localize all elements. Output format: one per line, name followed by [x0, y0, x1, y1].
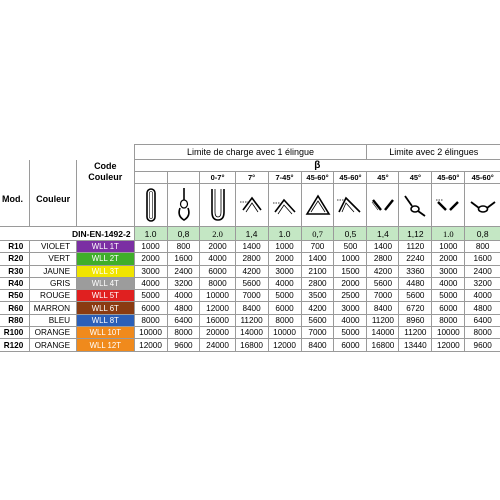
load-value-cell: 5000 [432, 290, 465, 302]
model-cell: R20 [0, 253, 30, 265]
single-sling-title: Limite de charge avec 1 élingue [134, 145, 367, 160]
icon-cell [134, 184, 167, 227]
load-value-cell: 2400 [167, 265, 200, 277]
header-row-angles [0, 172, 500, 184]
angle-label [167, 172, 200, 184]
load-value-cell: 12000 [432, 339, 465, 351]
load-value-cell: 24000 [200, 339, 235, 351]
factor-cell: 0,8 [167, 227, 200, 241]
table-row [0, 327, 500, 339]
angle-label: 7° [235, 172, 268, 184]
color-name-cell: VERT [30, 253, 77, 265]
load-value-cell: 3000 [268, 265, 301, 277]
code-header-2: Couleur [77, 172, 134, 227]
load-value-cell: 1600 [465, 253, 500, 265]
load-value-cell: 6720 [399, 302, 432, 314]
angle-label: 45-60° [334, 172, 367, 184]
load-value-cell: 2000 [432, 253, 465, 265]
table-row [0, 339, 500, 351]
basket-7-sling-icon [239, 190, 265, 220]
angle-label: 45° [399, 172, 432, 184]
load-value-cell: 1000 [432, 241, 465, 253]
din-label: DIN-EN-1492-2 [0, 227, 134, 241]
color-code-swatch: WLL 1T [77, 241, 134, 253]
load-value-cell: 8400 [367, 302, 399, 314]
load-value-cell: 2000 [134, 253, 167, 265]
color-code-swatch: WLL 6T [77, 302, 134, 314]
two-leg-choker-45-sling-icon [402, 190, 428, 220]
factor-cell: 0,5 [334, 227, 367, 241]
model-cell: R100 [0, 327, 30, 339]
load-value-cell: 4000 [432, 277, 465, 289]
load-table [0, 144, 500, 352]
load-value-cell: 12000 [268, 339, 301, 351]
load-value-cell: 13440 [399, 339, 432, 351]
factor-cell: 1,4 [235, 227, 268, 241]
load-value-cell: 4000 [167, 290, 200, 302]
load-value-cell: 1000 [134, 241, 167, 253]
color-code-swatch: WLL 12T [77, 339, 134, 351]
factor-cell: 1,12 [399, 227, 432, 241]
icon-cell [167, 184, 200, 227]
load-value-cell: 2800 [235, 253, 268, 265]
load-value-cell: 9600 [465, 339, 500, 351]
load-value-cell: 10000 [200, 290, 235, 302]
load-value-cell: 2100 [301, 265, 334, 277]
model-cell: R40 [0, 277, 30, 289]
icon-cell [301, 184, 334, 227]
color-name-cell: ORANGE [30, 327, 77, 339]
load-value-cell: 14000 [235, 327, 268, 339]
icon-cell [268, 184, 301, 227]
load-value-cell: 1600 [167, 253, 200, 265]
load-value-cell: 5600 [235, 277, 268, 289]
table-row [0, 314, 500, 326]
data-body [0, 241, 500, 352]
couleur-header: Couleur [30, 172, 77, 227]
load-value-cell: 3500 [301, 290, 334, 302]
two-leg-choker-45-60-sling-icon [469, 190, 497, 220]
load-value-cell: 8400 [235, 302, 268, 314]
load-value-cell: 8000 [200, 277, 235, 289]
load-value-cell: 2500 [334, 290, 367, 302]
load-value-cell: 8000 [268, 314, 301, 326]
table-row [0, 253, 500, 265]
load-value-cell: 6000 [268, 302, 301, 314]
load-value-cell: 11200 [399, 327, 432, 339]
basket-45-60-sling-icon [304, 190, 332, 220]
double-sling-title: Limite avec 2 élingues [367, 145, 500, 160]
load-value-cell: 4000 [268, 277, 301, 289]
table-row [0, 265, 500, 277]
load-value-cell: 3360 [399, 265, 432, 277]
factor-cell: 0,7 [301, 227, 334, 241]
load-value-cell: 11200 [367, 314, 399, 326]
load-value-cell: 12000 [200, 302, 235, 314]
choker-45-60-sling-icon [336, 190, 364, 220]
load-value-cell: 1400 [235, 241, 268, 253]
load-value-cell: 5600 [399, 290, 432, 302]
color-name-cell: ROUGE [30, 290, 77, 302]
factor-cell: 0,8 [465, 227, 500, 241]
load-value-cell: 20000 [200, 327, 235, 339]
color-code-swatch: WLL 10T [77, 327, 134, 339]
load-value-cell: 6000 [134, 302, 167, 314]
load-value-cell: 1000 [268, 241, 301, 253]
load-value-cell: 8000 [465, 327, 500, 339]
load-value-cell: 5600 [301, 314, 334, 326]
table-row [0, 290, 500, 302]
color-name-cell: ORANGE [30, 339, 77, 351]
load-value-cell: 2800 [301, 277, 334, 289]
load-value-cell: 4800 [167, 302, 200, 314]
load-value-cell: 16800 [367, 339, 399, 351]
load-value-cell: 4200 [235, 265, 268, 277]
factor-cell: 1.0 [134, 227, 167, 241]
load-value-cell: 5000 [334, 327, 367, 339]
load-value-cell: 700 [301, 241, 334, 253]
load-value-cell: 11200 [235, 314, 268, 326]
load-value-cell: 5000 [268, 290, 301, 302]
load-value-cell: 3200 [465, 277, 500, 289]
load-value-cell: 8960 [399, 314, 432, 326]
load-value-cell: 4000 [200, 253, 235, 265]
load-value-cell: 12000 [134, 339, 167, 351]
angle-label [134, 172, 167, 184]
load-value-cell: 16800 [235, 339, 268, 351]
color-code-swatch: WLL 3T [77, 265, 134, 277]
load-value-cell: 4000 [334, 314, 367, 326]
table-row [0, 302, 500, 314]
color-name-cell: BLEU [30, 314, 77, 326]
color-code-swatch: WLL 5T [77, 290, 134, 302]
basket-7-45-sling-icon [272, 190, 298, 220]
load-value-cell: 5000 [134, 290, 167, 302]
load-value-cell: 800 [465, 241, 500, 253]
load-chart-sheet [0, 144, 500, 352]
icon-cell [235, 184, 268, 227]
load-value-cell: 4800 [465, 302, 500, 314]
load-value-cell: 6000 [334, 339, 367, 351]
factor-cell: 1.0 [268, 227, 301, 241]
load-value-cell: 4000 [134, 277, 167, 289]
load-value-cell: 800 [167, 241, 200, 253]
table-row [0, 277, 500, 289]
load-value-cell: 8000 [432, 314, 465, 326]
color-code-swatch: WLL 4T [77, 277, 134, 289]
mod-header: Mod. [0, 172, 30, 227]
table-row [0, 241, 500, 253]
angle-label: 45-60° [432, 172, 465, 184]
load-value-cell: 14000 [367, 327, 399, 339]
load-value-cell: 1400 [301, 253, 334, 265]
load-value-cell: 10000 [268, 327, 301, 339]
icon-cell [200, 184, 235, 227]
color-name-cell: JAUNE [30, 265, 77, 277]
load-value-cell: 3200 [167, 277, 200, 289]
factor-cell: 2.0 [200, 227, 235, 241]
load-value-cell: 6400 [167, 314, 200, 326]
load-value-cell: 9600 [167, 339, 200, 351]
load-value-cell: 3000 [134, 265, 167, 277]
factor-cell: 1,4 [367, 227, 399, 241]
model-cell: R60 [0, 302, 30, 314]
load-value-cell: 4000 [465, 290, 500, 302]
load-value-cell: 10000 [432, 327, 465, 339]
icon-cell [399, 184, 432, 227]
din-factor-row [0, 227, 500, 241]
load-value-cell: 1400 [367, 241, 399, 253]
choker-sling-icon [175, 186, 193, 224]
color-code-swatch: WLL 8T [77, 314, 134, 326]
load-value-cell: 6000 [432, 302, 465, 314]
load-value-cell: 6000 [200, 265, 235, 277]
header-row-beta [0, 160, 500, 172]
load-value-cell: 3000 [334, 302, 367, 314]
load-value-cell: 500 [334, 241, 367, 253]
load-value-cell: 8400 [301, 339, 334, 351]
model-cell: R10 [0, 241, 30, 253]
angle-label: 45° [367, 172, 399, 184]
load-value-cell: 6400 [465, 314, 500, 326]
model-cell: R50 [0, 290, 30, 302]
load-value-cell: 7000 [367, 290, 399, 302]
load-value-cell: 7000 [301, 327, 334, 339]
model-cell: R120 [0, 339, 30, 351]
load-value-cell: 2000 [200, 241, 235, 253]
load-value-cell: 4480 [399, 277, 432, 289]
beta-label: β [134, 160, 500, 172]
basket-sling-icon [207, 186, 229, 224]
two-leg-45-60-sling-icon [435, 190, 461, 220]
icon-cell [367, 184, 399, 227]
load-value-cell: 2240 [399, 253, 432, 265]
icon-cell [432, 184, 465, 227]
load-value-cell: 1000 [334, 253, 367, 265]
load-value-cell: 8000 [134, 314, 167, 326]
angle-label: 45-60° [465, 172, 500, 184]
load-value-cell: 2800 [367, 253, 399, 265]
header-row-titles [0, 145, 500, 160]
load-value-cell: 10000 [134, 327, 167, 339]
load-value-cell: 2400 [465, 265, 500, 277]
load-value-cell: 4200 [367, 265, 399, 277]
load-value-cell: 3000 [432, 265, 465, 277]
color-name-cell: GRIS [30, 277, 77, 289]
vertical-sling-icon [144, 186, 158, 224]
angle-label: 45-60° [301, 172, 334, 184]
two-leg-45-sling-icon [370, 190, 396, 220]
factor-cell: 1.0 [432, 227, 465, 241]
load-value-cell: 8000 [167, 327, 200, 339]
load-value-cell: 2000 [268, 253, 301, 265]
model-cell: R30 [0, 265, 30, 277]
color-code-swatch: WLL 2T [77, 253, 134, 265]
load-value-cell: 5600 [367, 277, 399, 289]
code-header-1: Code [77, 160, 134, 172]
icon-cell [334, 184, 367, 227]
model-cell: R80 [0, 314, 30, 326]
load-value-cell: 1120 [399, 241, 432, 253]
angle-label: 7-45° [268, 172, 301, 184]
color-name-cell: MARRON [30, 302, 77, 314]
angle-label: 0-7° [200, 172, 235, 184]
load-value-cell: 1500 [334, 265, 367, 277]
color-name-cell: VIOLET [30, 241, 77, 253]
load-value-cell: 2000 [334, 277, 367, 289]
load-value-cell: 4200 [301, 302, 334, 314]
load-value-cell: 7000 [235, 290, 268, 302]
icon-cell [465, 184, 500, 227]
load-value-cell: 16000 [200, 314, 235, 326]
